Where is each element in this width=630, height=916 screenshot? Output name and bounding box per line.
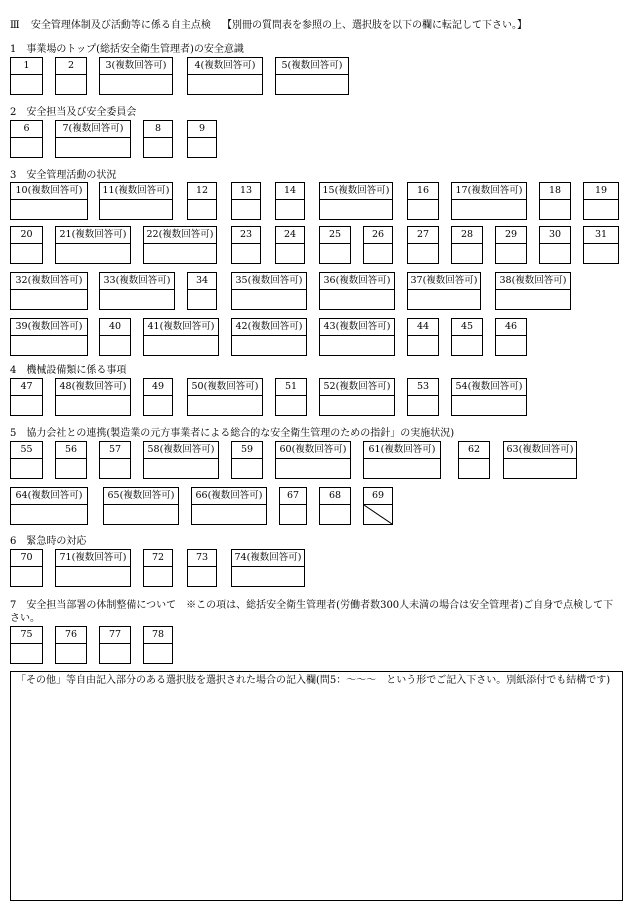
answer-field-17[interactable] (452, 200, 526, 219)
answer-box-17[interactable] (451, 182, 527, 220)
question-number-70: 70 (11, 550, 42, 567)
question-number-54: 54(複数回答可) (452, 379, 526, 396)
answer-field-10[interactable] (11, 200, 87, 219)
question-number-23: 23 (232, 227, 260, 244)
question-number-56: 56 (56, 442, 86, 459)
answer-field-11[interactable] (100, 200, 172, 219)
question-number-39: 39(複数回答可) (11, 319, 87, 336)
section-heading-7-cont: さい。 (10, 613, 40, 624)
answer-field-72[interactable] (144, 567, 172, 586)
answer-field-62[interactable] (459, 459, 489, 478)
answer-field-6[interactable] (11, 138, 42, 157)
answer-box-25[interactable] (319, 226, 351, 264)
free-text-label: 「その他」等自由記入部分のある選択肢を選択された場合の記入欄(問5：～～～ という形でご記入下さい。別紙添付でも結構です) (16, 675, 611, 686)
question-number-11: 11(複数回答可) (100, 183, 172, 200)
answer-box-30[interactable] (539, 226, 571, 264)
answer-box-59[interactable] (231, 441, 263, 479)
answer-field-14[interactable] (276, 200, 304, 219)
answer-field-22[interactable] (144, 244, 216, 263)
answer-box-28[interactable] (451, 226, 483, 264)
answer-box-72[interactable] (143, 549, 173, 587)
answer-box-67[interactable] (279, 487, 307, 525)
question-number-51: 51 (276, 379, 306, 396)
question-number-62: 62 (459, 442, 489, 459)
answer-field-57[interactable] (100, 459, 130, 478)
answer-field-42[interactable] (232, 336, 306, 355)
free-text-area[interactable] (10, 671, 623, 901)
answer-box-54[interactable] (451, 378, 527, 416)
answer-field-78[interactable] (144, 644, 172, 663)
answer-box-23[interactable] (231, 226, 261, 264)
answer-field-75[interactable] (11, 644, 42, 663)
question-number-71: 71(複数回答可) (56, 550, 130, 567)
section-heading-3: 3 安全管理活動の状況 (10, 170, 117, 181)
answer-box-58[interactable] (143, 441, 219, 479)
section-heading-6: 6 緊急時の対応 (10, 536, 87, 547)
answer-field-27[interactable] (408, 244, 438, 263)
answer-field-24[interactable] (276, 244, 304, 263)
answer-box-4[interactable] (187, 57, 263, 95)
question-number-37: 37(複数回答可) (408, 273, 480, 290)
answer-field-21[interactable] (56, 244, 130, 263)
answer-box-20[interactable] (10, 226, 43, 264)
answer-box-47[interactable] (10, 378, 43, 416)
question-number-6: 6 (11, 121, 42, 138)
answer-box-31[interactable] (583, 226, 619, 264)
question-number-24: 24 (276, 227, 304, 244)
answer-field-48[interactable] (56, 396, 130, 415)
answer-field-74[interactable] (232, 567, 304, 586)
question-number-33: 33(複数回答可) (100, 273, 174, 290)
question-number-74: 74(複数回答可) (232, 550, 304, 567)
question-number-52: 52(複数回答可) (320, 379, 394, 396)
not-applicable-slash (364, 505, 392, 524)
answer-field-59[interactable] (232, 459, 262, 478)
answer-box-19[interactable] (583, 182, 619, 220)
question-number-48: 48(複数回答可) (56, 379, 130, 396)
answer-field-51[interactable] (276, 396, 306, 415)
answer-field-35[interactable] (232, 290, 306, 309)
question-number-60: 60(複数回答可) (276, 442, 350, 459)
question-number-67: 67 (280, 488, 306, 505)
answer-field-64[interactable] (11, 505, 87, 524)
answer-box-33[interactable] (99, 272, 175, 310)
question-number-2: 2 (56, 58, 86, 75)
answer-box-40[interactable] (99, 318, 131, 356)
answer-field-29[interactable] (496, 244, 526, 263)
answer-field-40[interactable] (100, 336, 130, 355)
answer-box-26[interactable] (363, 226, 393, 264)
question-number-9: 9 (188, 121, 216, 138)
answer-field-5[interactable] (276, 75, 348, 94)
answer-field-38[interactable] (496, 290, 570, 309)
answer-box-73[interactable] (187, 549, 217, 587)
answer-field-2[interactable] (56, 75, 86, 94)
section-roman: Ⅲ (10, 20, 20, 31)
answer-box-44[interactable] (407, 318, 439, 356)
answer-box-38[interactable] (495, 272, 571, 310)
section-heading-7: 7 安全担当部署の体制整備について ※この項は、総括安全衛生管理者(労働者数300人未満の場合は安全管理者)ご自身で点検して下 (10, 600, 614, 611)
answer-box-5[interactable] (275, 57, 349, 95)
question-number-49: 49 (144, 379, 172, 396)
question-number-16: 16 (408, 183, 438, 200)
answer-field-32[interactable] (11, 290, 87, 309)
answer-box-27[interactable] (407, 226, 439, 264)
question-number-42: 42(複数回答可) (232, 319, 306, 336)
section-heading-5: 5 協力会社との連携(製造業の元方事業者による総合的な安全衛生管理のための指針」の実施状況) (10, 428, 455, 439)
answer-box-71[interactable] (55, 549, 131, 587)
answer-box-76[interactable] (55, 626, 87, 664)
answer-box-57[interactable] (99, 441, 131, 479)
answer-box-24[interactable] (275, 226, 305, 264)
question-number-63: 63(複数回答可) (504, 442, 576, 459)
question-number-27: 27 (408, 227, 438, 244)
question-number-5: 5(複数回答可) (276, 58, 348, 75)
question-number-58: 58(複数回答可) (144, 442, 218, 459)
question-number-61: 61(複数回答可) (364, 442, 440, 459)
answer-box-43[interactable] (319, 318, 395, 356)
answer-box-62[interactable] (458, 441, 490, 479)
answer-box-66[interactable] (191, 487, 267, 525)
question-number-1: 1 (11, 58, 42, 75)
question-number-55: 55 (11, 442, 42, 459)
answer-field-70[interactable] (11, 567, 42, 586)
section-heading-1: 1 事業場のトップ(総括安全衛生管理者)の安全意識 (10, 44, 244, 55)
answer-field-37[interactable] (408, 290, 480, 309)
question-number-46: 46 (496, 319, 526, 336)
answer-field-56[interactable] (56, 459, 86, 478)
question-number-21: 21(複数回答可) (56, 227, 130, 244)
answer-box-32[interactable] (10, 272, 88, 310)
question-number-8: 8 (144, 121, 172, 138)
answer-box-48[interactable] (55, 378, 131, 416)
answer-field-31[interactable] (584, 244, 618, 263)
answer-box-70[interactable] (10, 549, 43, 587)
answer-box-34[interactable] (187, 272, 217, 310)
answer-field-28[interactable] (452, 244, 482, 263)
question-number-20: 20 (11, 227, 42, 244)
question-number-78: 78 (144, 627, 172, 644)
answer-box-45[interactable] (451, 318, 483, 356)
section-heading-4: 4 機械設備類に係る事項 (10, 365, 127, 376)
question-number-29: 29 (496, 227, 526, 244)
answer-field-61[interactable] (364, 459, 440, 478)
answer-box-52[interactable] (319, 378, 395, 416)
question-number-7: 7(複数回答可) (56, 121, 130, 138)
answer-box-77[interactable] (99, 626, 131, 664)
answer-field-44[interactable] (408, 336, 438, 355)
answer-field-46[interactable] (496, 336, 526, 355)
question-number-3: 3(複数回答可) (100, 58, 172, 75)
question-number-57: 57 (100, 442, 130, 459)
answer-box-18[interactable] (539, 182, 571, 220)
question-number-41: 41(複数回答可) (144, 319, 218, 336)
answer-box-63[interactable] (503, 441, 577, 479)
answer-box-9[interactable] (187, 120, 217, 158)
question-number-64: 64(複数回答可) (11, 488, 87, 505)
answer-box-78[interactable] (143, 626, 173, 664)
answer-field-9[interactable] (188, 138, 216, 157)
answer-box-16[interactable] (407, 182, 439, 220)
answer-field-65[interactable] (104, 505, 178, 524)
answer-field-34[interactable] (188, 290, 216, 309)
answer-field-52[interactable] (320, 396, 394, 415)
instruction-note: 【別冊の質問表を参照の上、選択肢を以下の欄に転記して下さい。】 (222, 20, 528, 31)
question-number-30: 30 (540, 227, 570, 244)
answer-box-51[interactable] (275, 378, 307, 416)
answer-field-25[interactable] (320, 244, 350, 263)
answer-field-68[interactable] (320, 505, 350, 524)
answer-box-6[interactable] (10, 120, 43, 158)
answer-box-64[interactable] (10, 487, 88, 525)
question-number-31: 31 (584, 227, 618, 244)
answer-box-46[interactable] (495, 318, 527, 356)
question-number-45: 45 (452, 319, 482, 336)
answer-field-19[interactable] (584, 200, 618, 219)
answer-box-75[interactable] (10, 626, 43, 664)
answer-field-36[interactable] (320, 290, 394, 309)
answer-box-36[interactable] (319, 272, 395, 310)
answer-field-73[interactable] (188, 567, 216, 586)
question-number-10: 10(複数回答可) (11, 183, 87, 200)
answer-box-49[interactable] (143, 378, 173, 416)
answer-box-56[interactable] (55, 441, 87, 479)
answer-box-39[interactable] (10, 318, 88, 356)
question-number-32: 32(複数回答可) (11, 273, 87, 290)
answer-box-35[interactable] (231, 272, 307, 310)
answer-box-13[interactable] (231, 182, 261, 220)
answer-box-69[interactable] (363, 487, 393, 525)
answer-box-12[interactable] (187, 182, 217, 220)
answer-box-60[interactable] (275, 441, 351, 479)
question-number-26: 26 (364, 227, 392, 244)
answer-field-49[interactable] (144, 396, 172, 415)
answer-field-66[interactable] (192, 505, 266, 524)
question-number-66: 66(複数回答可) (192, 488, 266, 505)
question-number-68: 68 (320, 488, 350, 505)
answer-box-10[interactable] (10, 182, 88, 220)
form-heading (10, 20, 527, 32)
answer-box-7[interactable] (55, 120, 131, 158)
answer-field-30[interactable] (540, 244, 570, 263)
answer-field-33[interactable] (100, 290, 174, 309)
question-number-22: 22(複数回答可) (144, 227, 216, 244)
question-number-43: 43(複数回答可) (320, 319, 394, 336)
answer-field-77[interactable] (100, 644, 130, 663)
answer-field-71[interactable] (56, 567, 130, 586)
question-number-40: 40 (100, 319, 130, 336)
answer-field-23[interactable] (232, 244, 260, 263)
answer-field-1[interactable] (11, 75, 42, 94)
answer-field-41[interactable] (144, 336, 218, 355)
page-title: 安全管理体制及び活動等に係る自主点検 (30, 20, 211, 31)
answer-box-53[interactable] (407, 378, 439, 416)
answer-box-61[interactable] (363, 441, 441, 479)
answer-box-15[interactable] (319, 182, 393, 220)
section-heading-2: 2 安全担当及び安全委員会 (10, 107, 137, 118)
answer-field-67[interactable] (280, 505, 306, 524)
answer-field-18[interactable] (540, 200, 570, 219)
answer-field-12[interactable] (188, 200, 216, 219)
answer-box-37[interactable] (407, 272, 481, 310)
answer-field-45[interactable] (452, 336, 482, 355)
answer-field-39[interactable] (11, 336, 87, 355)
answer-field-54[interactable] (452, 396, 526, 415)
answer-field-50[interactable] (188, 396, 262, 415)
answer-box-42[interactable] (231, 318, 307, 356)
question-number-34: 34 (188, 273, 216, 290)
answer-box-50[interactable] (187, 378, 263, 416)
answer-field-15[interactable] (320, 200, 392, 219)
answer-box-3[interactable] (99, 57, 173, 95)
question-number-25: 25 (320, 227, 350, 244)
answer-field-76[interactable] (56, 644, 86, 663)
question-number-19: 19 (584, 183, 618, 200)
question-number-69: 69 (364, 488, 392, 505)
answer-box-74[interactable] (231, 549, 305, 587)
question-number-59: 59 (232, 442, 262, 459)
question-number-13: 13 (232, 183, 260, 200)
question-number-12: 12 (188, 183, 216, 200)
answer-box-65[interactable] (103, 487, 179, 525)
question-number-53: 53 (408, 379, 438, 396)
answer-field-60[interactable] (276, 459, 350, 478)
answer-box-1[interactable] (10, 57, 43, 95)
question-number-28: 28 (452, 227, 482, 244)
answer-field-7[interactable] (56, 138, 130, 157)
answer-box-8[interactable] (143, 120, 173, 158)
answer-field-43[interactable] (320, 336, 394, 355)
question-number-73: 73 (188, 550, 216, 567)
question-number-72: 72 (144, 550, 172, 567)
answer-field-55[interactable] (11, 459, 42, 478)
question-number-44: 44 (408, 319, 438, 336)
question-number-4: 4(複数回答可) (188, 58, 262, 75)
answer-field-16[interactable] (408, 200, 438, 219)
answer-box-2[interactable] (55, 57, 87, 95)
question-number-14: 14 (276, 183, 304, 200)
question-number-75: 75 (11, 627, 42, 644)
answer-field-69[interactable] (364, 505, 392, 524)
answer-box-21[interactable] (55, 226, 131, 264)
question-number-36: 36(複数回答可) (320, 273, 394, 290)
question-number-18: 18 (540, 183, 570, 200)
question-number-65: 65(複数回答可) (104, 488, 178, 505)
answer-field-53[interactable] (408, 396, 438, 415)
answer-field-58[interactable] (144, 459, 218, 478)
answer-box-41[interactable] (143, 318, 219, 356)
answer-field-63[interactable] (504, 459, 576, 478)
answer-box-68[interactable] (319, 487, 351, 525)
answer-field-8[interactable] (144, 138, 172, 157)
question-number-77: 77 (100, 627, 130, 644)
answer-field-3[interactable] (100, 75, 172, 94)
answer-box-11[interactable] (99, 182, 173, 220)
question-number-76: 76 (56, 627, 86, 644)
question-number-15: 15(複数回答可) (320, 183, 392, 200)
answer-box-14[interactable] (275, 182, 305, 220)
question-number-17: 17(複数回答可) (452, 183, 526, 200)
answer-field-4[interactable] (188, 75, 262, 94)
answer-box-22[interactable] (143, 226, 217, 264)
answer-field-13[interactable] (232, 200, 260, 219)
question-number-50: 50(複数回答可) (188, 379, 262, 396)
answer-box-29[interactable] (495, 226, 527, 264)
question-number-38: 38(複数回答可) (496, 273, 570, 290)
answer-field-26[interactable] (364, 244, 392, 263)
question-number-35: 35(複数回答可) (232, 273, 306, 290)
answer-box-55[interactable] (10, 441, 43, 479)
answer-field-47[interactable] (11, 396, 42, 415)
question-number-47: 47 (11, 379, 42, 396)
answer-field-20[interactable] (11, 244, 42, 263)
